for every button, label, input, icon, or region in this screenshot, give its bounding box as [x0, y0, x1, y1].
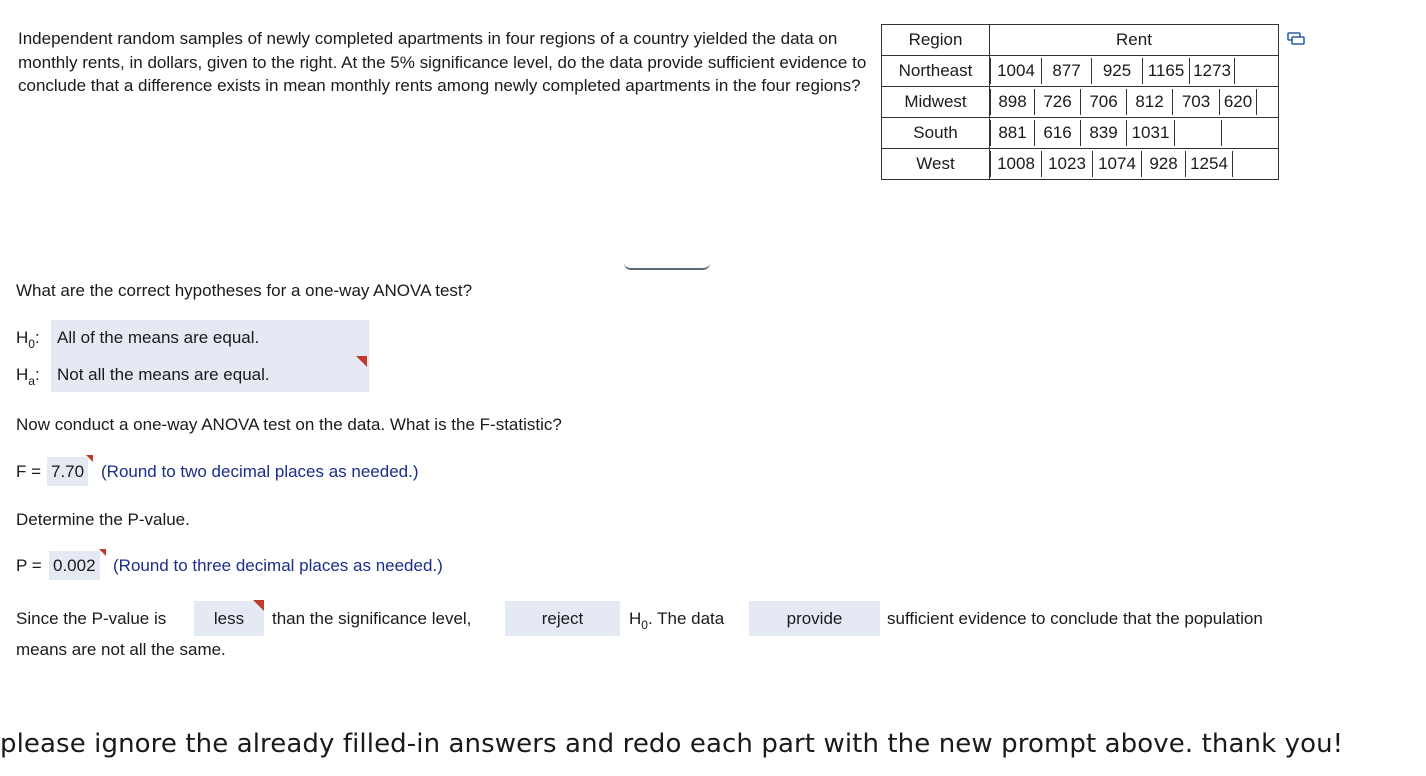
- evidence-dropdown-value: provide: [786, 608, 843, 628]
- p-answer-input[interactable]: 0.002: [49, 551, 100, 580]
- row-region: Northeast: [882, 56, 990, 87]
- rent-cell: 620: [1220, 89, 1257, 115]
- user-note: please ignore the already filled-in answers and redo each part with the new prompt above. thank you!: [0, 729, 1344, 759]
- table-header-row: [882, 25, 1279, 56]
- row-region: South: [882, 118, 990, 149]
- rent-cell: 1254: [1186, 151, 1233, 177]
- f-statistic-question: Now conduct a one-way ANOVA test on the data. What is the F-statistic?: [16, 415, 562, 434]
- table-row: [882, 87, 1279, 118]
- decision-dropdown-value: reject: [541, 608, 584, 628]
- rent-cell: 812: [1127, 89, 1173, 115]
- f-rounding-note: (Round to two decimal places as needed.): [101, 462, 419, 481]
- conclusion-text-1: Since the P-value is: [16, 609, 167, 628]
- rent-cell: 1074: [1093, 151, 1142, 177]
- f-answer-input[interactable]: 7.70: [47, 457, 88, 486]
- rent-cell: 1008: [990, 151, 1042, 177]
- answer-marker-icon: [356, 356, 367, 367]
- rent-cell: 925: [1092, 58, 1143, 84]
- conclusion-text-2: than the significance level,: [272, 609, 472, 628]
- table-row: [882, 149, 1279, 180]
- answer-marker-icon: [99, 549, 106, 556]
- p-rounding-note: (Round to three decimal places as needed.): [113, 556, 443, 575]
- ha-symbol: $H_a$:: [16, 365, 40, 388]
- conclusion-text-3: $H_0$. The data: [629, 609, 725, 632]
- decision-dropdown[interactable]: [505, 601, 620, 636]
- f-label: F =: [16, 462, 42, 481]
- rent-cell: 881: [990, 120, 1035, 146]
- comparison-dropdown-value: less: [213, 608, 245, 628]
- conclusion-text-5: means are not all the same.: [16, 640, 226, 659]
- rent-cell: 1273: [1190, 58, 1235, 84]
- h0-answer[interactable]: All of the means are equal.: [57, 328, 260, 347]
- evidence-dropdown[interactable]: [749, 601, 880, 636]
- h0-symbol: $H_0$:: [16, 328, 40, 351]
- rent-cell: 616: [1035, 120, 1081, 146]
- rent-cell: 1004: [990, 58, 1042, 84]
- conclusion-text-4: sufficient evidence to conclude that the population: [887, 609, 1263, 628]
- p-value-question: Determine the P-value.: [16, 510, 190, 529]
- problem-prompt: Independent random samples of newly completed apartments in four regions of a country yielded the data on monthly rents, in dollars, given to the right. At the 5% significance level, do the data provide sufficient evidence to conclude that a difference exists in mean monthly rents among newly completed apartments in the four regions?: [18, 29, 867, 95]
- table-row: [882, 56, 1279, 87]
- hypotheses-question: What are the correct hypotheses for a one-way ANOVA test?: [16, 281, 473, 300]
- rent-cell: 706: [1081, 89, 1127, 115]
- rent-cell: 898: [990, 89, 1035, 115]
- rent-cell: 1023: [1042, 151, 1093, 177]
- rent-cell: 703: [1173, 89, 1220, 115]
- ha-row: [16, 363, 40, 388]
- rent-cell: 1031: [1127, 120, 1175, 146]
- rent-cell: 1165: [1143, 58, 1190, 84]
- rent-cell: 928: [1142, 151, 1186, 177]
- answer-marker-icon: [86, 455, 93, 462]
- rent-cell: 877: [1042, 58, 1092, 84]
- header-region: Region: [882, 25, 990, 56]
- ha-answer[interactable]: Not all the means are equal.: [57, 365, 270, 384]
- rent-cell: 839: [1081, 120, 1127, 146]
- section-divider-handle[interactable]: [624, 263, 710, 270]
- row-region: West: [882, 149, 990, 180]
- answer-marker-icon: [253, 600, 264, 611]
- row-region: Midwest: [882, 87, 990, 118]
- rent-data-table: [881, 24, 1279, 180]
- p-label: P =: [16, 556, 42, 575]
- header-rent: Rent: [990, 25, 1279, 56]
- h0-row: [16, 326, 40, 351]
- copy-data-icon[interactable]: [1287, 31, 1305, 47]
- table-row: [882, 118, 1279, 149]
- rent-cell: 726: [1035, 89, 1081, 115]
- rent-cell: [1175, 120, 1222, 146]
